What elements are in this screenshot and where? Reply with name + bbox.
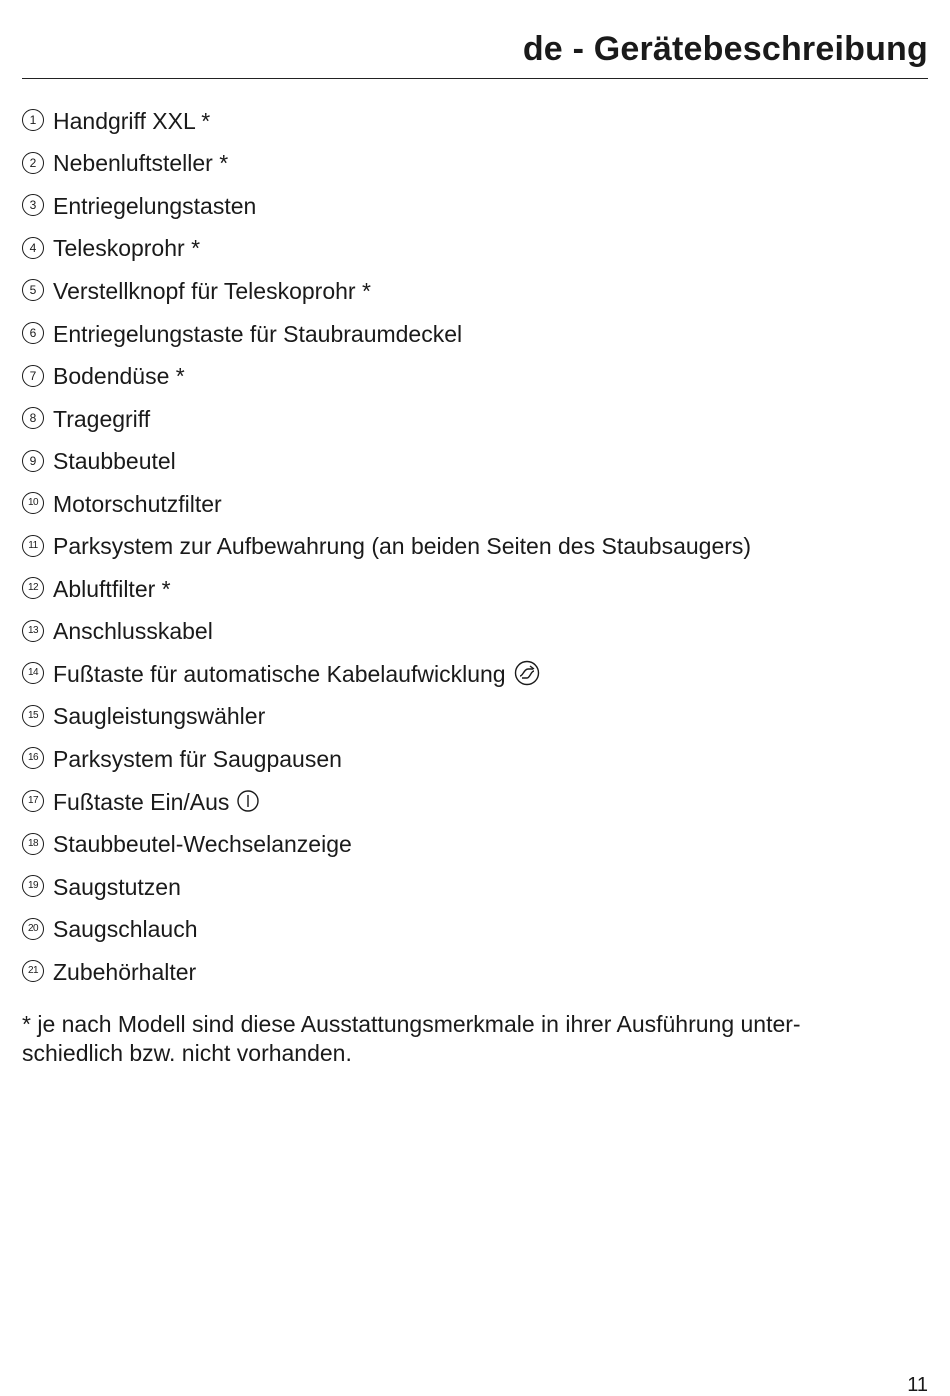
item-number-badge: 15 [22, 705, 44, 727]
item-number-badge: 6 [22, 322, 44, 344]
list-item [22, 228, 928, 271]
item-number-badge: 16 [22, 747, 44, 769]
item-number-badge: 2 [22, 152, 44, 174]
list-item [22, 143, 928, 186]
item-number-badge: 5 [22, 279, 44, 301]
item-label: Teleskoprohr * [53, 235, 201, 262]
footnote: * je nach Modell sind diese Ausstattungsmerkmale in ihrer Ausführung unter- schiedlich bzw. nicht vorhanden. [22, 1011, 801, 1066]
item-label: Entriegelungstasten [53, 192, 257, 219]
item-label: Fußtaste Ein/Aus [53, 788, 230, 815]
item-label: Saugleistungswähler [53, 703, 266, 730]
list-item [22, 823, 928, 866]
item-label: Zubehörhalter [53, 958, 197, 985]
item-label: Handgriff XXL * [53, 107, 211, 134]
item-label: Parksystem für Saugpausen [53, 745, 342, 772]
list-item [22, 525, 928, 568]
item-label: Abluftfilter * [53, 575, 171, 602]
list-item [22, 398, 928, 441]
list-item [22, 611, 928, 654]
item-number-badge: 4 [22, 237, 44, 259]
power-icon [236, 789, 260, 813]
item-number-badge: 3 [22, 194, 44, 216]
item-label: Entriegelungstaste für Staubraumdeckel [53, 320, 463, 347]
list-item [22, 313, 928, 356]
item-label: Bodendüse * [53, 363, 185, 390]
list-item [22, 781, 928, 824]
item-number-badge: 11 [22, 535, 44, 557]
item-number-badge: 19 [22, 875, 44, 897]
item-number-badge: 14 [22, 662, 44, 684]
list-item [22, 270, 928, 313]
page-title: de - Gerätebeschreibung [522, 30, 928, 68]
item-number-badge: 20 [22, 918, 44, 940]
item-number-badge: 18 [22, 833, 44, 855]
item-number-badge: 12 [22, 577, 44, 599]
cable-rewind-icon [513, 659, 541, 687]
item-number-badge: 8 [22, 407, 44, 429]
list-item [22, 100, 928, 143]
item-number-badge: 9 [22, 450, 44, 472]
item-label: Tragegriff [53, 405, 151, 432]
item-label: Staubbeutel [53, 448, 176, 475]
list-item [22, 440, 928, 483]
item-number-badge: 7 [22, 365, 44, 387]
list-item [22, 951, 928, 994]
list-item [22, 866, 928, 909]
list-item [22, 653, 928, 696]
list-item [22, 483, 928, 526]
list-item [22, 185, 928, 228]
page-number: 11 [907, 1374, 928, 1396]
parts-list [22, 100, 928, 993]
title-divider [22, 78, 928, 79]
item-number-badge: 21 [22, 960, 44, 982]
item-label: Saugstutzen [53, 873, 181, 900]
item-label: Verstellknopf für Teleskoprohr * [53, 277, 371, 304]
list-item [22, 568, 928, 611]
item-label: Anschlusskabel [53, 618, 213, 645]
list-item [22, 355, 928, 398]
item-number-badge: 10 [22, 492, 44, 514]
list-item [22, 696, 928, 739]
item-label: Nebenluftsteller * [53, 150, 229, 177]
item-number-badge: 17 [22, 790, 44, 812]
item-label: Fußtaste für automatische Kabelaufwicklung [53, 660, 506, 687]
item-label: Motorschutzfilter [53, 490, 222, 517]
list-item [22, 738, 928, 781]
item-number-badge: 13 [22, 620, 44, 642]
item-number-badge: 1 [22, 109, 44, 131]
item-label: Saugschlauch [53, 916, 198, 943]
item-label: Parksystem zur Aufbewahrung (an beiden Seiten des Staubsaugers) [53, 533, 752, 560]
list-item [22, 908, 928, 951]
item-label: Staubbeutel-Wechselanzeige [53, 831, 352, 858]
